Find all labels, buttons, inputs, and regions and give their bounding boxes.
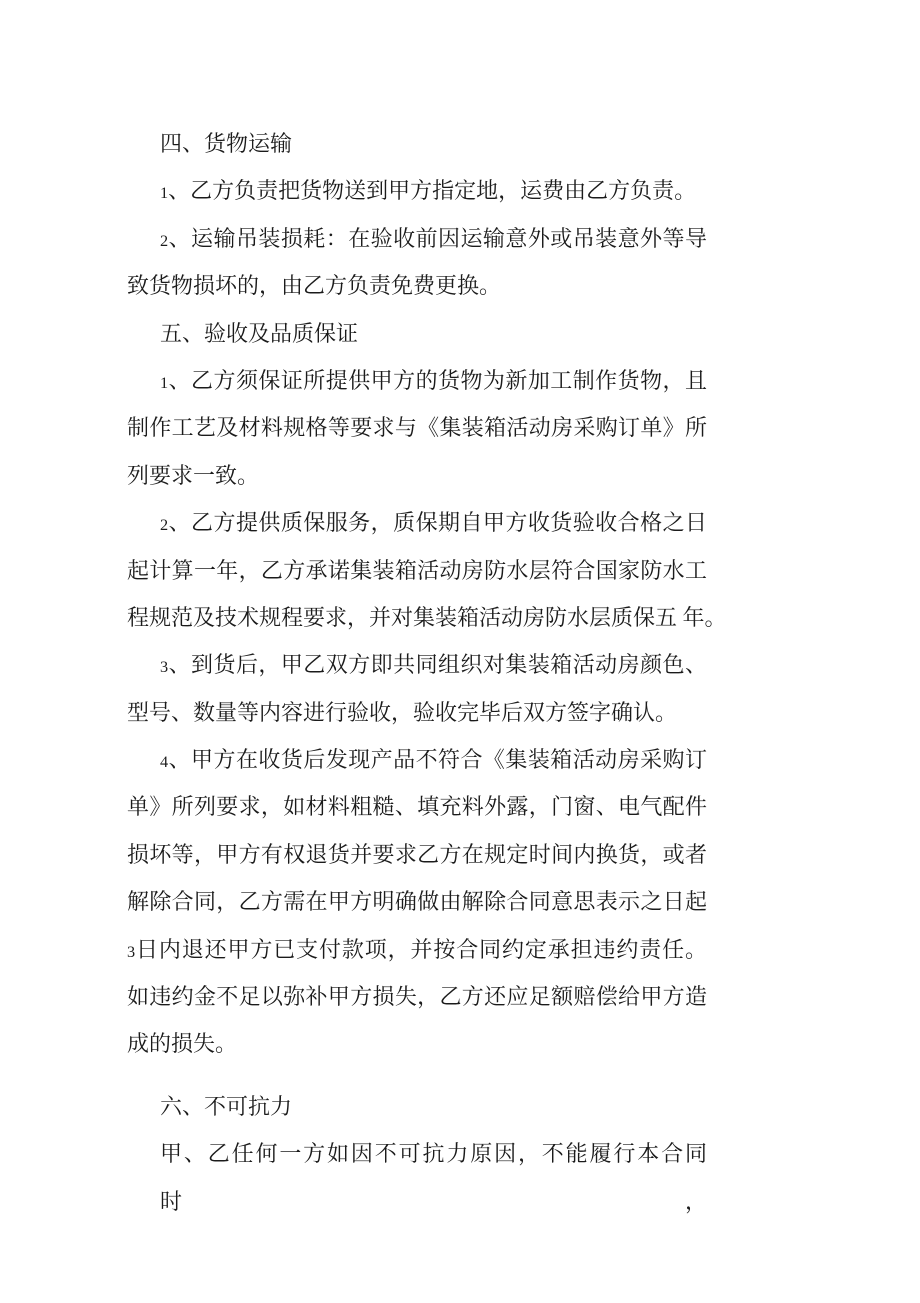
clause-number: 4 (160, 752, 169, 772)
document-line: 4、甲方在收货后发现产品不符合《集装箱活动房采购订 (160, 747, 707, 773)
clause-number: 3 (127, 941, 136, 961)
document-line: 单》所列要求，如材料粗糙、填充料外露，门窗、电气配件 (127, 794, 707, 820)
clause-number: 2 (160, 230, 169, 250)
document-line: 制作工艺及材料规格等要求与《集装箱活动房采购订单》所 (127, 415, 707, 441)
document-line: 甲、乙任何一方如因不可抗力原因，不能履行本合同时， (160, 1141, 707, 1214)
document-line: 致货物损坏的，由乙方负责免费更换。 (127, 273, 502, 299)
document-line: 六、不可抗力 (160, 1093, 293, 1119)
document-line: 损坏等，甲方有权退货并要求乙方在规定时间内换货，或者 (127, 841, 707, 867)
document-line: 1、乙方须保证所提供甲方的货物为新加工制作货物，且 (160, 367, 707, 393)
clause-number: 2 (160, 515, 169, 535)
document-line: 2、运输吊装损耗：在验收前因运输意外或吊装意外等导 (160, 225, 707, 251)
document-line: 型号、数量等内容进行验收，验收完毕后双方签字确认。 (127, 699, 678, 725)
clause-number: 1 (160, 372, 169, 392)
document-line: 3、到货后，甲乙双方即共同组织对集装箱活动房颜色、 (160, 652, 707, 678)
document-line: 解除合同，乙方需在甲方明确做由解除合同意思表示之日起 (127, 889, 707, 915)
document-line: 成的损失。 (127, 1031, 238, 1057)
clause-number: 1 (160, 183, 169, 203)
document-body (127, 120, 727, 1214)
document-line: 四、货物运输 (160, 131, 293, 156)
clause-number: 3 (160, 657, 169, 677)
document-line: 起计算一年，乙方承诺集装箱活动房防水层符合国家防水工 (127, 557, 707, 583)
document-line: 列要求一致。 (127, 462, 260, 488)
document-line: 如违约金不足以弥补甲方损失，乙方还应足额赔偿给甲方造 (127, 984, 707, 1010)
document-line: 1、乙方负责把货物送到甲方指定地，运费由乙方负责。 (160, 178, 697, 204)
document-line: 程规范及技术规程要求，并对集装箱活动房防水层质保五 年。 (127, 604, 727, 630)
document-line: 五、验收及品质保证 (160, 320, 359, 346)
document-line: 2、乙方提供质保服务，质保期自甲方收货验收合格之日 (160, 510, 707, 536)
document-line: 3日内退还甲方已支付款项，并按合同约定承担违约责任。 (127, 936, 707, 962)
